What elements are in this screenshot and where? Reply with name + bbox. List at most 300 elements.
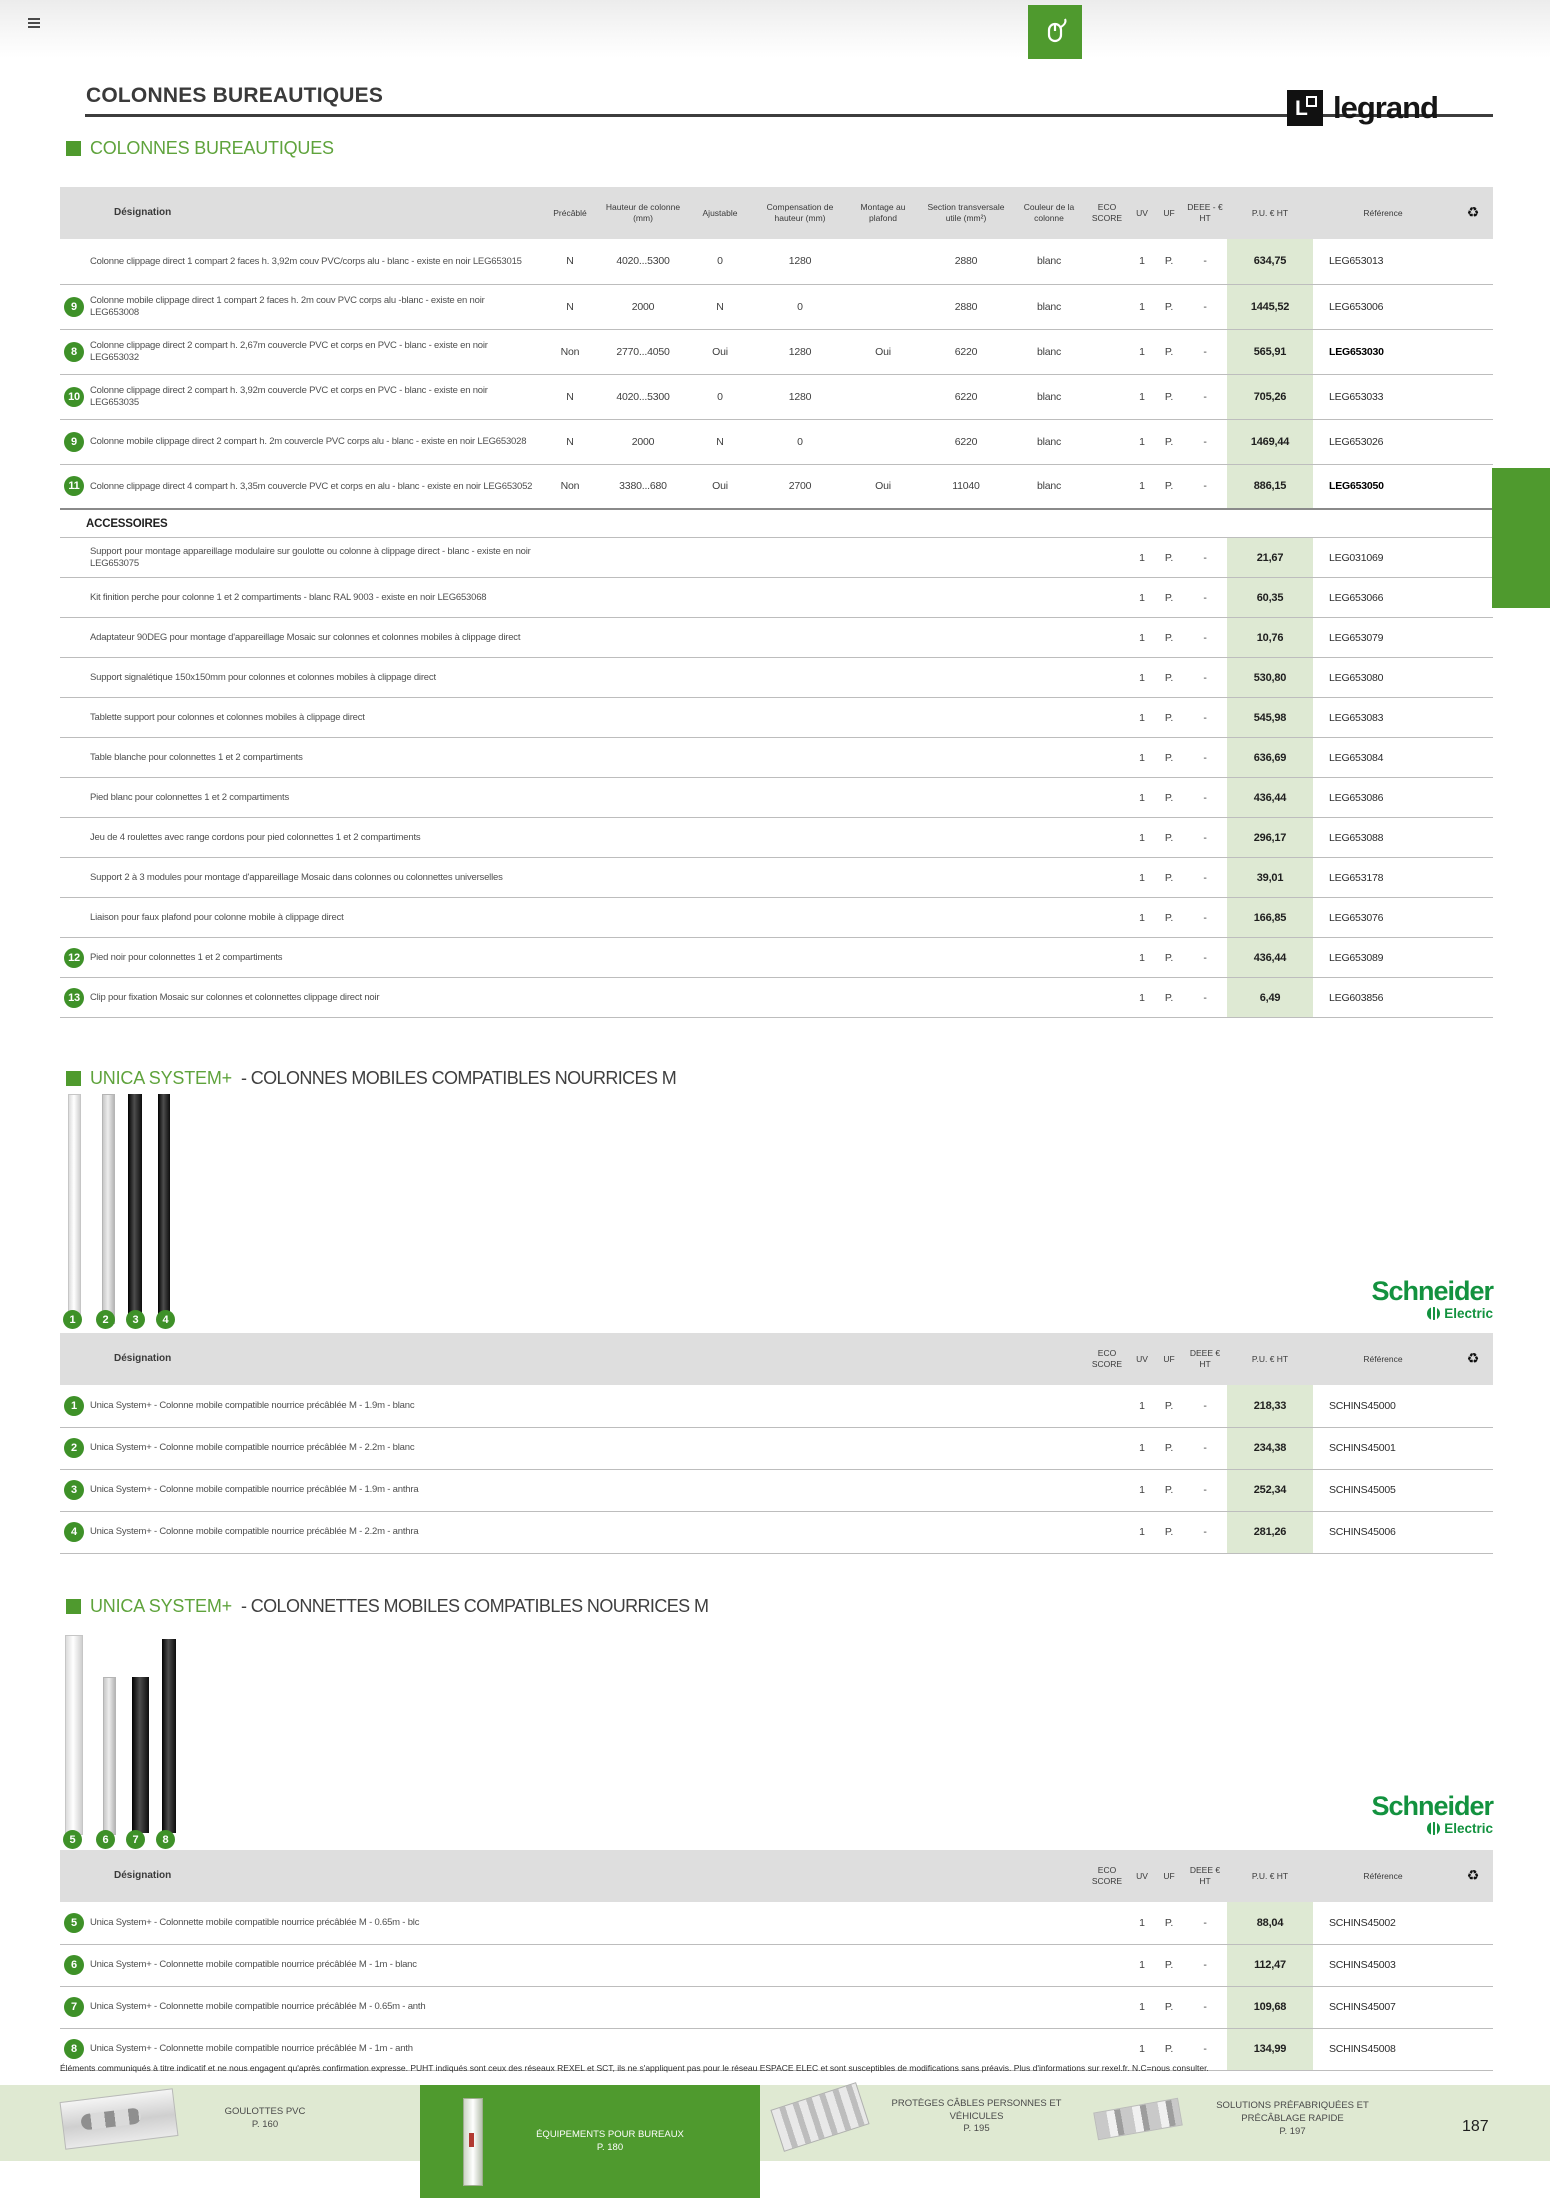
- col-header-eco: ECO SCORE: [1085, 1333, 1129, 1385]
- colonne-bureau-product-image: [463, 2098, 483, 2186]
- cell-couleur: [1013, 618, 1085, 658]
- item-number-badge: 4: [64, 1522, 84, 1542]
- cell-designation: Unica System+ - Colonnette mobile compatible nourrice précâblée M - 1m - anth: [88, 2028, 1085, 2070]
- cell-section: 6220: [919, 419, 1013, 464]
- cell-uv: 1: [1129, 658, 1155, 698]
- image-number-badge: 7: [126, 1830, 145, 1849]
- cell-badge: [60, 374, 88, 419]
- footer-nav-item[interactable]: [420, 2085, 760, 2198]
- menu-icon[interactable]: [28, 16, 40, 30]
- cell-reference: LEG653050: [1313, 464, 1453, 509]
- colonne-image-anthra-1: [128, 1094, 142, 1322]
- col-header-reference: Référence: [1313, 187, 1453, 239]
- col-header-deee: DEEE - € HT: [1183, 187, 1227, 239]
- cell-badge: [60, 738, 88, 778]
- cell-compensation: [753, 578, 847, 618]
- cell-deee: -: [1183, 1986, 1227, 2028]
- cell-reference: SCHINS45005: [1313, 1469, 1453, 1511]
- cell-deee: -: [1183, 284, 1227, 329]
- cell-designation: Colonne mobile clippage direct 1 compart 2 faces h. 2m couv PVC corps alu -blanc - existe en noir LEG653008: [88, 284, 541, 329]
- cell-uf: P.: [1155, 818, 1183, 858]
- col-header-eco: ECO SCORE: [1085, 1850, 1129, 1902]
- cell-recycle: [1453, 538, 1493, 578]
- item-number-badge: 13: [64, 988, 84, 1008]
- cell-ajustable: [687, 858, 753, 898]
- cell-uf: P.: [1155, 1944, 1183, 1986]
- cell-pu: 39,01: [1227, 858, 1313, 898]
- cell-uf: P.: [1155, 239, 1183, 284]
- cell-hauteur: [599, 738, 687, 778]
- cell-plafond: [847, 578, 919, 618]
- cell-recycle: [1453, 1944, 1493, 1986]
- cell-designation: Support 2 à 3 modules pour montage d'appareillage Mosaic dans colonnes ou colonnettes universelles: [88, 858, 541, 898]
- accessory-row: [60, 978, 1493, 1018]
- cell-pu: 545,98: [1227, 698, 1313, 738]
- cell-eco: [1085, 818, 1129, 858]
- cell-pu: 218,33: [1227, 1385, 1313, 1427]
- cell-ajustable: [687, 938, 753, 978]
- cell-precable: [541, 858, 599, 898]
- col-header-pu: P.U. € HT: [1227, 1333, 1313, 1385]
- item-number-badge: 5: [64, 1913, 84, 1933]
- footer-nav-labels: [190, 2106, 340, 2132]
- cell-uf: P.: [1155, 1986, 1183, 2028]
- section1-heading: [66, 138, 334, 159]
- cell-eco: [1085, 898, 1129, 938]
- cell-badge: [60, 778, 88, 818]
- cell-compensation: 0: [753, 419, 847, 464]
- cell-badge: [60, 1902, 88, 1944]
- cell-uv: 1: [1129, 239, 1155, 284]
- cell-uf: P.: [1155, 374, 1183, 419]
- cell-recycle: [1453, 284, 1493, 329]
- cell-hauteur: [599, 898, 687, 938]
- cell-reference: LEG653083: [1313, 698, 1453, 738]
- footer-nav-label: SOLUTIONS PRÉFABRIQUÉES ET PRÉCÂBLAGE RAPIDE: [1216, 2100, 1369, 2124]
- main-table-header-row: [60, 187, 1493, 239]
- cell-precable: [541, 698, 599, 738]
- cell-section: [919, 898, 1013, 938]
- col-header-pu: P.U. € HT: [1227, 1850, 1313, 1902]
- image-number-badge: 6: [96, 1830, 115, 1849]
- cell-eco: [1085, 938, 1129, 978]
- cell-compensation: [753, 858, 847, 898]
- colonne-image-blanc-2: [102, 1094, 115, 1324]
- cell-uv: 1: [1129, 1986, 1155, 2028]
- cell-uv: 1: [1129, 578, 1155, 618]
- cell-designation: Support pour montage appareillage modulaire sur goulotte ou colonne à clippage direct - blanc - existe en noir LEG653075: [88, 538, 541, 578]
- cell-ajustable: N: [687, 284, 753, 329]
- cell-plafond: [847, 858, 919, 898]
- item-number-badge: 3: [64, 1480, 84, 1500]
- cell-couleur: blanc: [1013, 284, 1085, 329]
- cell-badge: [60, 464, 88, 509]
- accessory-row: [60, 938, 1493, 978]
- cell-plafond: [847, 538, 919, 578]
- cell-plafond: [847, 239, 919, 284]
- cell-eco: [1085, 374, 1129, 419]
- cell-pu: 565,91: [1227, 329, 1313, 374]
- cell-deee: -: [1183, 1469, 1227, 1511]
- cell-pu: 60,35: [1227, 578, 1313, 618]
- cell-plafond: Oui: [847, 464, 919, 509]
- cell-recycle: [1453, 374, 1493, 419]
- accessory-row: [60, 818, 1493, 858]
- cell-badge: [60, 1469, 88, 1511]
- cell-designation: Unica System+ - Colonnette mobile compatible nourrice précâblée M - 0.65m - blc: [88, 1902, 1085, 1944]
- cell-section: 11040: [919, 464, 1013, 509]
- cell-precable: [541, 778, 599, 818]
- cell-couleur: [1013, 978, 1085, 1018]
- cell-deee: -: [1183, 329, 1227, 374]
- cell-designation: Colonne clippage direct 1 compart 2 faces h. 3,92m couv PVC/corps alu - blanc - existe en noir LEG653015: [88, 239, 541, 284]
- item-number-badge: 1: [64, 1396, 84, 1416]
- cell-pu: 886,15: [1227, 464, 1313, 509]
- cell-eco: [1085, 858, 1129, 898]
- cell-badge: [60, 284, 88, 329]
- cell-deee: -: [1183, 818, 1227, 858]
- cell-couleur: blanc: [1013, 239, 1085, 284]
- cell-badge: [60, 239, 88, 284]
- col-header-badge: [60, 1850, 88, 1902]
- accessories-label: ACCESSOIRES: [60, 509, 1493, 538]
- cell-reference: SCHINS45008: [1313, 2028, 1453, 2070]
- product-row: [60, 419, 1493, 464]
- cell-badge: [60, 938, 88, 978]
- main-product-table: [60, 187, 1493, 1018]
- cell-eco: [1085, 658, 1129, 698]
- cell-uv: 1: [1129, 329, 1155, 374]
- cell-couleur: [1013, 738, 1085, 778]
- col-header-eco: ECO SCORE: [1085, 187, 1129, 239]
- cell-reference: SCHINS45003: [1313, 1944, 1453, 1986]
- cell-precable: N: [541, 419, 599, 464]
- cell-pu: 530,80: [1227, 658, 1313, 698]
- cell-badge: [60, 858, 88, 898]
- cell-deee: -: [1183, 419, 1227, 464]
- col-header-uv: UV: [1129, 1850, 1155, 1902]
- cell-pu: 10,76: [1227, 618, 1313, 658]
- cell-reference: LEG603856: [1313, 978, 1453, 1018]
- footer-nav-labels: [879, 2098, 1074, 2136]
- cell-plafond: [847, 938, 919, 978]
- cell-deee: -: [1183, 1944, 1227, 1986]
- cell-ajustable: [687, 578, 753, 618]
- cell-reference: LEG653178: [1313, 858, 1453, 898]
- cell-recycle: [1453, 978, 1493, 1018]
- cell-eco: [1085, 978, 1129, 1018]
- cell-deee: -: [1183, 578, 1227, 618]
- cell-compensation: 0: [753, 284, 847, 329]
- cell-recycle: [1453, 618, 1493, 658]
- cell-uf: P.: [1155, 578, 1183, 618]
- section2-heading-rest: - COLONNES MOBILES COMPATIBLES NOURRICES M: [240, 1068, 677, 1088]
- accessory-row: [60, 618, 1493, 658]
- cell-hauteur: [599, 578, 687, 618]
- cell-designation: Unica System+ - Colonnette mobile compatible nourrice précâblée M - 1m - blanc: [88, 1944, 1085, 1986]
- cell-deee: -: [1183, 1511, 1227, 1553]
- goulotte-product-image: [60, 2088, 179, 2150]
- cell-plafond: [847, 284, 919, 329]
- cell-deee: -: [1183, 374, 1227, 419]
- col-header-uf: UF: [1155, 1333, 1183, 1385]
- cell-designation: Unica System+ - Colonne mobile compatible nourrice précâblée M - 2.2m - anthra: [88, 1511, 1085, 1553]
- cell-uv: 1: [1129, 978, 1155, 1018]
- cell-precable: [541, 818, 599, 858]
- cell-designation: Liaison pour faux plafond pour colonne mobile à clippage direct: [88, 898, 541, 938]
- cell-deee: -: [1183, 464, 1227, 509]
- cell-designation: Adaptateur 90DEG pour montage d'appareillage Mosaic sur colonnes et colonnes mobiles à clippage direct: [88, 618, 541, 658]
- cell-reference: LEG653030: [1313, 329, 1453, 374]
- cell-hauteur: 4020...5300: [599, 239, 687, 284]
- cell-reference: SCHINS45000: [1313, 1385, 1453, 1427]
- col-header-designation: Désignation: [88, 1333, 1085, 1385]
- cell-uf: P.: [1155, 284, 1183, 329]
- footer-nav-item[interactable]: [1095, 2100, 1390, 2138]
- cell-reference: LEG653086: [1313, 778, 1453, 818]
- cell-pu: 281,26: [1227, 1511, 1313, 1553]
- cell-recycle: [1453, 738, 1493, 778]
- cell-reference: SCHINS45002: [1313, 1902, 1453, 1944]
- section1-heading-text: COLONNES BUREAUTIQUES: [90, 138, 334, 158]
- cell-deee: -: [1183, 898, 1227, 938]
- cell-eco: [1085, 284, 1129, 329]
- cell-precable: [541, 938, 599, 978]
- cell-couleur: [1013, 778, 1085, 818]
- cell-recycle: [1453, 464, 1493, 509]
- cell-compensation: 1280: [753, 239, 847, 284]
- cell-pu: 634,75: [1227, 239, 1313, 284]
- accessory-row: [60, 538, 1493, 578]
- green-square-bullet: [66, 1071, 81, 1086]
- cell-uf: P.: [1155, 738, 1183, 778]
- schneider-symbol-icon: [1427, 1307, 1440, 1320]
- cell-hauteur: 4020...5300: [599, 374, 687, 419]
- cell-reference: LEG653033: [1313, 374, 1453, 419]
- cell-section: 6220: [919, 374, 1013, 419]
- cell-reference: LEG653013: [1313, 239, 1453, 284]
- cell-section: 6220: [919, 329, 1013, 374]
- col-header-reference: Référence: [1313, 1333, 1453, 1385]
- col-header-designation: Désignation: [88, 187, 541, 239]
- colonnes-product-images: [60, 1092, 280, 1337]
- cell-plafond: [847, 738, 919, 778]
- cell-uf: P.: [1155, 1511, 1183, 1553]
- cell-plafond: [847, 618, 919, 658]
- cell-section: 2880: [919, 284, 1013, 329]
- cell-recycle: [1453, 578, 1493, 618]
- schneider-logo: [1283, 1278, 1493, 1321]
- image-number-badge: 1: [63, 1310, 82, 1329]
- cell-uf: P.: [1155, 329, 1183, 374]
- cell-deee: -: [1183, 778, 1227, 818]
- cell-recycle: [1453, 698, 1493, 738]
- cell-recycle: [1453, 658, 1493, 698]
- cell-hauteur: [599, 818, 687, 858]
- cell-section: [919, 818, 1013, 858]
- col-header-uf: UF: [1155, 187, 1183, 239]
- col-header-ajustable: Ajustable: [687, 187, 753, 239]
- col-header-uv: UV: [1129, 1333, 1155, 1385]
- product-row: [60, 329, 1493, 374]
- cell-pu: 1445,52: [1227, 284, 1313, 329]
- cell-recycle: [1453, 1385, 1493, 1427]
- cell-uv: 1: [1129, 2028, 1155, 2070]
- footer-nav-page-ref: P. 180: [596, 2141, 624, 2153]
- product-row: [60, 239, 1493, 284]
- cell-section: 2880: [919, 239, 1013, 284]
- cell-section: [919, 858, 1013, 898]
- cell-hauteur: 3380...680: [599, 464, 687, 509]
- accessory-row: [60, 898, 1493, 938]
- cell-badge: [60, 1986, 88, 2028]
- cell-compensation: [753, 778, 847, 818]
- cell-uv: 1: [1129, 898, 1155, 938]
- section3-heading-rest: - COLONNETTES MOBILES COMPATIBLES NOURRICES M: [240, 1596, 709, 1616]
- cell-reference: LEG653088: [1313, 818, 1453, 858]
- colonnettes-product-images: [60, 1625, 290, 1855]
- col-header-uf: UF: [1155, 1850, 1183, 1902]
- cell-precable: [541, 658, 599, 698]
- hand-cursor-icon: [1040, 17, 1070, 47]
- cell-deee: -: [1183, 978, 1227, 1018]
- cell-designation: Tablette support pour colonnes et colonnes mobiles à clippage direct: [88, 698, 541, 738]
- cell-reference: LEG653089: [1313, 938, 1453, 978]
- cell-eco: [1085, 578, 1129, 618]
- hand-cursor-button[interactable]: [1028, 5, 1082, 59]
- top-band: [0, 0, 1550, 58]
- cell-uf: P.: [1155, 1902, 1183, 1944]
- cell-hauteur: [599, 938, 687, 978]
- cell-badge: [60, 658, 88, 698]
- item-number-badge: 6: [64, 1955, 84, 1975]
- cell-recycle: [1453, 329, 1493, 374]
- col-header-badge: [60, 187, 88, 239]
- cell-badge: [60, 698, 88, 738]
- colonnette-image-blanc-1: [65, 1635, 83, 1835]
- cell-uf: P.: [1155, 978, 1183, 1018]
- footer-nav-item[interactable]: [62, 2095, 340, 2143]
- cell-precable: [541, 898, 599, 938]
- cell-uf: P.: [1155, 419, 1183, 464]
- item-number-badge: 8: [64, 342, 84, 362]
- cell-uv: 1: [1129, 858, 1155, 898]
- item-number-badge: 10: [64, 387, 84, 407]
- cell-couleur: [1013, 538, 1085, 578]
- cell-couleur: [1013, 938, 1085, 978]
- cell-recycle: [1453, 898, 1493, 938]
- cell-uv: 1: [1129, 1944, 1155, 1986]
- cell-couleur: blanc: [1013, 464, 1085, 509]
- cell-pu: 134,99: [1227, 2028, 1313, 2070]
- cell-uf: P.: [1155, 1427, 1183, 1469]
- cell-eco: [1085, 618, 1129, 658]
- cell-section: [919, 978, 1013, 1018]
- section2-heading: [66, 1068, 676, 1089]
- cell-eco: [1085, 538, 1129, 578]
- cell-designation: Kit finition perche pour colonne 1 et 2 compartiments - blanc RAL 9003 - existe en noir LEG653068: [88, 578, 541, 618]
- cell-ajustable: [687, 538, 753, 578]
- cell-designation: Pied blanc pour colonnettes 1 et 2 compartiments: [88, 778, 541, 818]
- footer-nav-label: GOULOTTES PVC: [224, 2106, 306, 2118]
- schneider-symbol-icon: [1427, 1822, 1440, 1835]
- schneider-logo: [1283, 1793, 1493, 1836]
- cell-compensation: [753, 898, 847, 938]
- colonne-image-blanc-1: [68, 1094, 81, 1324]
- cell-ajustable: [687, 658, 753, 698]
- col-header-recycle: ♻: [1453, 1850, 1493, 1902]
- item-number-badge: 8: [64, 2039, 84, 2059]
- cell-couleur: [1013, 858, 1085, 898]
- col-header-plafond: Montage au plafond: [847, 187, 919, 239]
- cell-uf: P.: [1155, 938, 1183, 978]
- right-edge-section-tab[interactable]: [1492, 468, 1550, 608]
- cell-precable: [541, 978, 599, 1018]
- cell-ajustable: 0: [687, 239, 753, 284]
- cell-badge: [60, 1427, 88, 1469]
- cell-uv: 1: [1129, 938, 1155, 978]
- footer-nav-item[interactable]: [775, 2095, 1074, 2139]
- cell-designation: Pied noir pour colonnettes 1 et 2 compartiments: [88, 938, 541, 978]
- cell-hauteur: [599, 698, 687, 738]
- item-number-badge: 9: [64, 432, 84, 452]
- cell-recycle: [1453, 938, 1493, 978]
- cell-pu: 234,38: [1227, 1427, 1313, 1469]
- cell-hauteur: 2000: [599, 419, 687, 464]
- col-header-hauteur: Hauteur de colonne (mm): [599, 187, 687, 239]
- cell-precable: Non: [541, 329, 599, 374]
- cell-uv: 1: [1129, 538, 1155, 578]
- cell-eco: [1085, 464, 1129, 509]
- cell-precable: N: [541, 374, 599, 419]
- cell-hauteur: [599, 658, 687, 698]
- cell-deee: -: [1183, 1385, 1227, 1427]
- cell-ajustable: [687, 978, 753, 1018]
- cell-deee: -: [1183, 1427, 1227, 1469]
- cell-uv: 1: [1129, 374, 1155, 419]
- cell-uf: P.: [1155, 898, 1183, 938]
- cell-ajustable: [687, 778, 753, 818]
- cell-pu: 1469,44: [1227, 419, 1313, 464]
- cell-compensation: [753, 658, 847, 698]
- cell-uf: P.: [1155, 464, 1183, 509]
- cell-compensation: 1280: [753, 374, 847, 419]
- cell-designation: Colonne clippage direct 2 compart h. 2,67m couvercle PVC et corps en PVC - blanc - existe en noir LEG653032: [88, 329, 541, 374]
- cell-reference: LEG653076: [1313, 898, 1453, 938]
- cell-precable: N: [541, 239, 599, 284]
- cell-recycle: [1453, 419, 1493, 464]
- unica-product-row: [60, 1427, 1493, 1469]
- col-header-reference: Référence: [1313, 1850, 1453, 1902]
- cell-pu: 109,68: [1227, 1986, 1313, 2028]
- footer-nav-label: PROTÈGES CÂBLES PERSONNES ET VÉHICULES: [891, 2097, 1062, 2122]
- cell-precable: [541, 578, 599, 618]
- footer-nav-label: ÉQUIPEMENTS POUR BUREAUX: [536, 2128, 684, 2140]
- cell-section: [919, 578, 1013, 618]
- cell-ajustable: Oui: [687, 464, 753, 509]
- cell-designation: Clip pour fixation Mosaic sur colonnes et colonnettes clippage direct noir: [88, 978, 541, 1018]
- colonnette-image-anthra-1: [132, 1677, 149, 1833]
- cell-ajustable: [687, 618, 753, 658]
- product-row: [60, 464, 1493, 509]
- product-row: [60, 284, 1493, 329]
- cell-badge: [60, 1511, 88, 1553]
- cell-uv: 1: [1129, 778, 1155, 818]
- cell-eco: [1085, 419, 1129, 464]
- cell-uv: 1: [1129, 818, 1155, 858]
- cell-deee: -: [1183, 538, 1227, 578]
- cell-uv: 1: [1129, 618, 1155, 658]
